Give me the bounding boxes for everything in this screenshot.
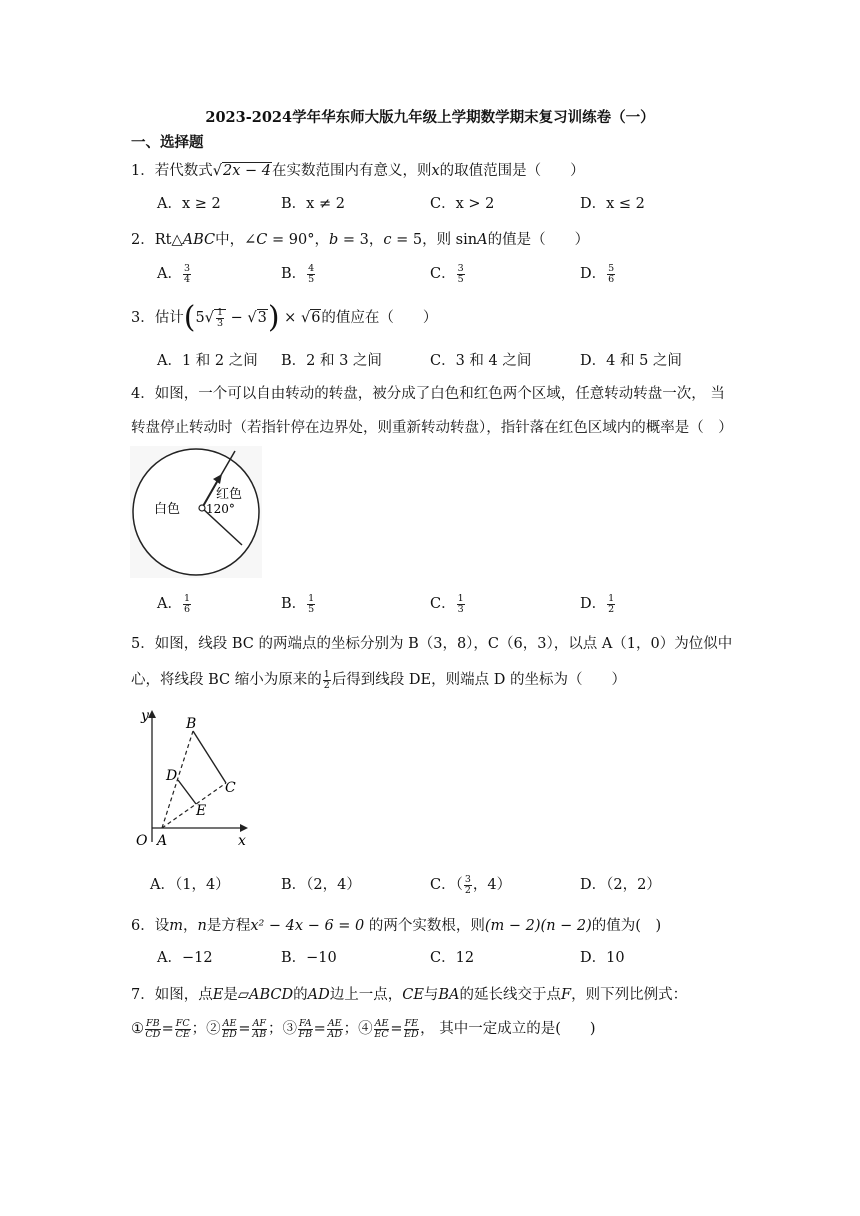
q2-option-d[interactable]: D． $\frac{5}{6}$	[580, 262, 615, 285]
q4-option-d[interactable]: D． $\frac{1}{2}$	[580, 592, 615, 615]
q1-option-d[interactable]: D．x ≤ 2	[580, 196, 645, 212]
y-axis-arrow-icon	[148, 710, 156, 718]
segment-DE	[178, 780, 196, 804]
spinner-circle	[133, 449, 259, 575]
q1-sqrt: √2x − 4	[212, 163, 271, 179]
point-A-label: A	[157, 833, 168, 849]
x-axis-label: x	[238, 833, 246, 849]
q5-option-b[interactable]: B．（2，4）	[281, 877, 361, 893]
q6-option-a[interactable]: A．−12	[157, 950, 213, 966]
q1-option-b[interactable]: B．x ≠ 2	[281, 196, 345, 212]
spinner-figure	[130, 446, 262, 578]
q5-option-c[interactable]: C．（ $\frac{3}{2}$ ，4）	[430, 873, 512, 896]
q6-option-b[interactable]: B．−10	[281, 950, 337, 966]
proportion-2: ② $\frac{AE}{ED}$ = $\frac{AF}{AB}$ ；	[206, 1017, 283, 1040]
question-7-line-1: 7．如图，点E是▱ABCD的AD边上一点，CE与BA的延长线交于点F，则下列比例式：	[131, 987, 688, 1003]
segment-BC	[193, 731, 226, 783]
q6-option-c[interactable]: C．12	[430, 950, 475, 966]
spinner-pivot	[199, 505, 205, 511]
y-axis-label: y	[141, 708, 149, 724]
q6-option-d[interactable]: D．10	[580, 950, 625, 966]
q1-text: 若代数式	[154, 163, 213, 179]
q3-option-a[interactable]: A．1 和 2 之间	[157, 353, 258, 369]
q2-option-b[interactable]: B． $\frac{4}{5}$	[281, 262, 315, 285]
q4-option-a[interactable]: A． $\frac{1}{6}$	[157, 592, 191, 615]
q2-option-a[interactable]: A． $\frac{3}{4}$	[157, 262, 191, 285]
question-4-line-1: 4．如图，一个可以自由转动的转盘，被分成了白色和红色两个区域，任意转动转盘一次， 当	[131, 386, 725, 402]
section-heading: 一、选择题	[131, 134, 204, 151]
question-3: 3．估计(5√ $\frac{1}{3}$ − √3) × √6的值应在（ ）	[131, 300, 438, 335]
q3-option-d[interactable]: D．4 和 5 之间	[580, 353, 682, 369]
point-C-label: C	[225, 780, 236, 796]
angle-label: 120°	[206, 502, 235, 516]
question-1	[131, 159, 585, 180]
red-region-label: 红色	[216, 487, 243, 502]
q3-option-c[interactable]: C．3 和 4 之间	[430, 353, 532, 369]
origin-label: O	[136, 833, 148, 849]
question-7-line-2: ① $\frac{FB}{CD}$ = $\frac{FC}{CE}$ ；② $\frac{AE}{ED}$ = $\frac{AF}{AB}$ ；③ $\frac{FA}{FB}$ = $\frac{AE}{AD}$ ；④ $\frac{AE}{EC}$ = $\frac{FE}{ED}$ ， 其中一定成立的是( )	[131, 1017, 596, 1040]
q4-option-c[interactable]: C． $\frac{1}{3}$	[430, 592, 464, 615]
point-B-label: B	[186, 716, 197, 732]
white-region-label: 白色	[154, 502, 181, 517]
q1-var: x	[431, 163, 440, 179]
question-6: 6．设m，n是方程x² − 4x − 6 = 0 的两个实数根，则(m − 2)(n − 2)的值为( )	[131, 918, 662, 934]
proportion-4: ④ $\frac{AE}{EC}$ = $\frac{FE}{ED}$ ，	[358, 1017, 435, 1040]
q1-option-c[interactable]: C．x > 2	[430, 196, 495, 212]
proportion-3: ③ $\frac{FA}{FB}$ = $\frac{AE}{AD}$ ；	[282, 1017, 359, 1040]
question-4-line-2: 转盘停止转动时（若指针停在边界处，则重新转动转盘），指针落在红色区域内的概率是（ ）	[131, 420, 733, 436]
question-2: 2．Rt△ABC中，∠C = 90°，b = 3，c = 5，则 sinA的值是（ ）	[131, 232, 590, 248]
page-title: 2023-2024学年华东师大版九年级上学期数学期末复习训练卷（一）	[205, 109, 655, 126]
q1-number: 1．	[131, 163, 155, 179]
question-5-line-1: 5．如图，线段 BC 的两端点的坐标分别为 B（3，8），C（6，3），以点 A（1，0）为位似中	[131, 636, 733, 652]
q4-option-b[interactable]: B． $\frac{1}{5}$	[281, 592, 315, 615]
q3-option-b[interactable]: B．2 和 3 之间	[281, 353, 382, 369]
question-5-line-2: 心，将线段 BC 缩小为原来的 $\frac{1}{2}$ 后得到线段 DE，则端点 D 的坐标为（ ）	[131, 668, 626, 691]
coordinate-figure	[132, 700, 254, 850]
q1-text-2: 在实数范围内有意义，则	[271, 163, 432, 179]
q1-text-3: 的取值范围是（ ）	[439, 163, 585, 179]
segment-AC	[162, 783, 226, 828]
q2-option-c[interactable]: C． $\frac{3}{5}$	[430, 262, 464, 285]
proportion-1: ① $\frac{FB}{CD}$ = $\frac{FC}{CE}$ ；	[131, 1017, 207, 1040]
q5-option-d[interactable]: D．（2，2）	[580, 877, 661, 893]
x-axis-arrow-icon	[240, 824, 248, 832]
q5-option-a[interactable]: A．（1，4）	[150, 877, 230, 893]
point-E-label: E	[196, 803, 207, 819]
point-D-label: D	[166, 768, 178, 784]
q1-option-a[interactable]: A．x ≥ 2	[157, 196, 221, 212]
